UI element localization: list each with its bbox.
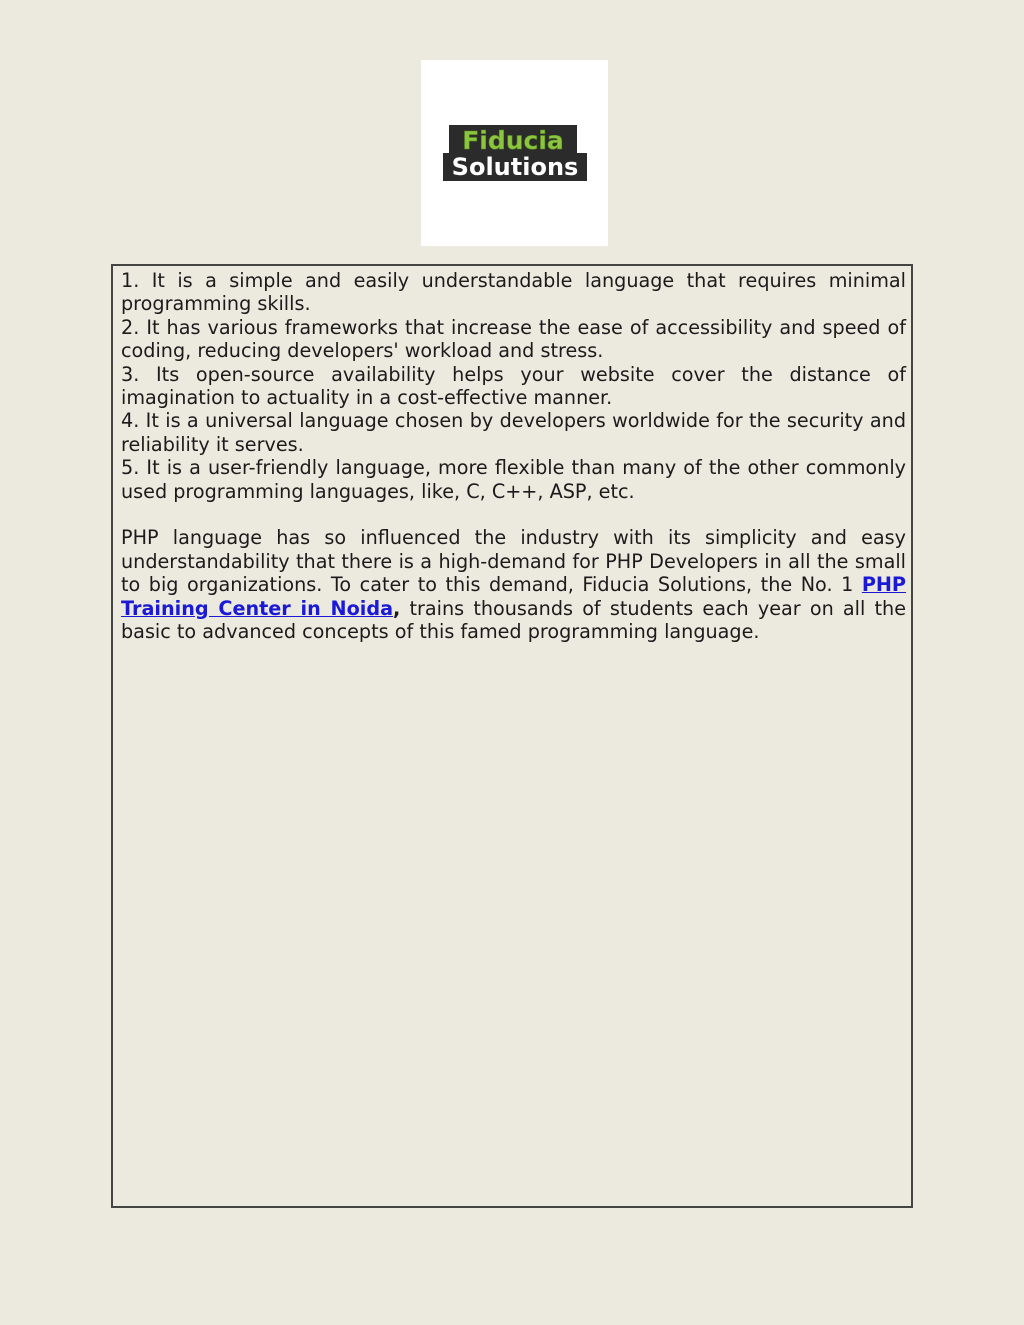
logo-text-fiducia: Fiducia <box>462 126 564 155</box>
php-training-center-link[interactable]: PHP Training Center in Noida <box>121 573 906 620</box>
logo-text-solutions: Solutions <box>451 153 579 181</box>
paragraph-text-after-link: trains thousands of students each year on all the basic to advanced concepts of this famed programming language. <box>121 596 906 644</box>
paragraph-comma: , <box>393 596 401 620</box>
content-text <box>121 269 906 643</box>
list-item: 3. Its open-source availability helps your website cover the distance of imagination to actuality in a cost-effective manner. <box>121 362 906 410</box>
list-item: 2. It has various frameworks that increase the ease of accessibility and speed of coding, reducing developers' workload and stress. <box>121 315 906 363</box>
list-item: 1. It is a simple and easily understandable language that requires minimal programming skills. <box>121 269 906 316</box>
paragraph-text-before-link: PHP language has so influenced the industry with its simplicity and easy understandability that there is a high-demand for PHP Developers in all the small to big organizations. To cater to this demand, Fiducia Solutions, the No. 1 <box>121 526 906 597</box>
body-paragraph <box>121 526 906 643</box>
logo-container <box>421 60 608 246</box>
paragraph-spacer <box>121 503 906 526</box>
fiducia-solutions-logo <box>443 125 587 183</box>
list-item: 4. It is a universal language chosen by developers worldwide for the security and reliability it serves. <box>121 409 906 456</box>
list-item: 5. It is a user-friendly language, more flexible than many of the other commonly used programming languages, like, C, C++, ASP, etc. <box>121 456 906 503</box>
content-frame <box>111 264 913 1208</box>
